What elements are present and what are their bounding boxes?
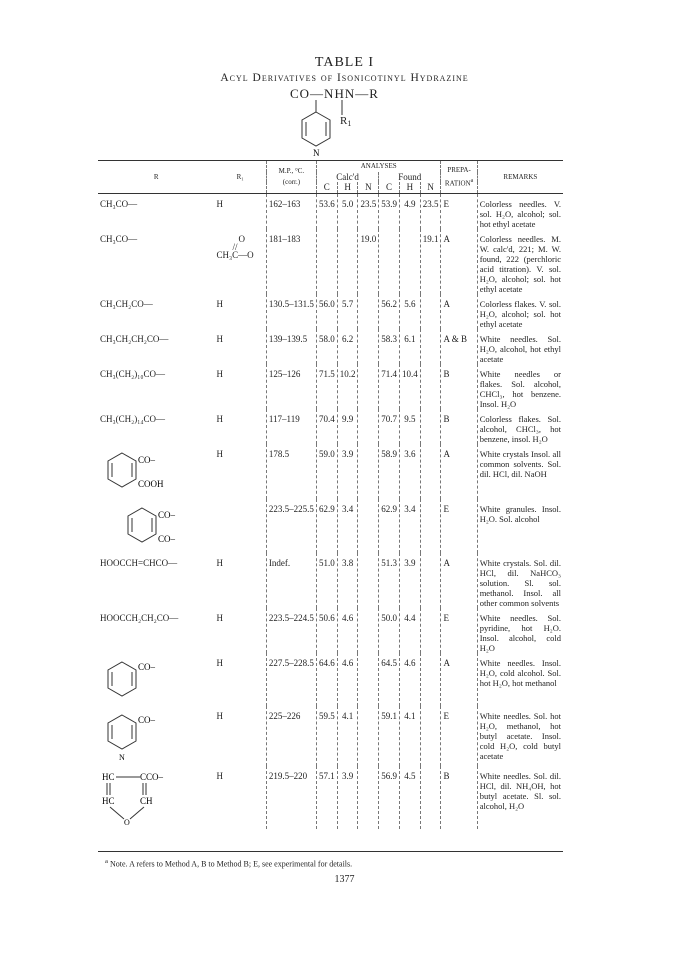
cell-found-n <box>420 444 441 500</box>
svg-text:CO–: CO– <box>158 510 176 520</box>
cell-found-h: 10.4 <box>399 364 420 409</box>
cell-found-c: 59.1 <box>379 706 400 766</box>
svg-text:O: O <box>124 817 130 827</box>
cell-r-structure <box>98 444 215 500</box>
cell-calc-c: 53.6 <box>316 193 337 229</box>
cell-calc-h: 3.8 <box>337 553 358 608</box>
cell-r1: H <box>216 413 223 424</box>
cell-found-n <box>420 766 441 830</box>
cell-mp: 178.5 <box>266 444 316 500</box>
cell-r1: H <box>216 657 223 668</box>
table-title: TABLE I <box>314 55 375 70</box>
cell-remarks: White granules. Insol. H₂O. Sol. alcohol <box>477 499 563 553</box>
col-header-found-n: N <box>420 182 441 193</box>
svg-text:HC: HC <box>102 795 115 806</box>
cell-calc-h: 4.1 <box>337 706 358 766</box>
svg-text:CO–: CO– <box>138 715 156 725</box>
cell-found-n <box>420 553 441 608</box>
cell-remarks: White needles. Sol. H₂O, alcohol, hot ethyl acetate <box>477 329 563 364</box>
cell-calc-n <box>358 444 379 500</box>
cell-calc-c: 59.0 <box>316 444 337 500</box>
table-subtitle: Acyl Derivatives of Isonicotinyl Hydrazine <box>220 72 469 84</box>
svg-text:CO–: CO– <box>138 661 156 672</box>
svg-text:CO–: CO– <box>158 534 176 544</box>
cell-remarks: White needles. Sol. dil. HCl, dil. NH₄OH, hot butyl acetate. Sl. sol. alcohol, H₂O <box>477 766 563 830</box>
cell-found-n: 23.5 <box>420 193 441 229</box>
cell-found-h: 3.9 <box>399 553 420 608</box>
cell-found-h: 3.6 <box>399 444 420 500</box>
cell-remarks: Colorless needles. V. sol. H₂O, alcohol; sol. hot ethyl acetate <box>477 193 563 229</box>
col-header-remarks: REMARKS <box>477 161 563 194</box>
cell-remarks: Colorless flakes. V. sol. H₂O, alcohol; sol. hot ethyl acetate <box>477 294 563 329</box>
table-bottom-rule <box>98 851 563 852</box>
cell-calc-n <box>358 653 379 707</box>
cell-mp: 227.5–228.5 <box>266 653 316 707</box>
cell-remarks: White needles. Insol. H₂O, cold alcohol. Sol. hot H₂O, hot methanol <box>477 653 563 707</box>
col-header-mp: M.P., °C. (corr.) <box>266 161 316 194</box>
col-header-calcd: Calc'd <box>316 172 378 183</box>
cell-mp: 219.5–220 <box>266 766 316 830</box>
cell-found-h: 4.5 <box>399 766 420 830</box>
cell-remarks: White crystals. Sol. dil. HCl, dil. NaHCO₃ solution. Sl. sol. methanol. Insol. all other common solvents <box>477 553 563 608</box>
cell-calc-c: 71.5 <box>316 364 337 409</box>
cell-calc-n <box>358 409 379 444</box>
cell-remarks: White needles or flakes. Sol. alcohol, CHCl₃, hot benzene. Insol. H₂O <box>477 364 563 409</box>
cell-r1: H <box>216 448 223 459</box>
cell-r: CH₃CO— <box>100 198 138 209</box>
table-row <box>98 766 563 830</box>
cell-mp: 223.5–225.5 <box>266 499 316 553</box>
cell-calc-n <box>358 329 379 364</box>
svg-text:N: N <box>119 753 125 762</box>
cell-mp: 223.5–224.5 <box>266 608 316 653</box>
pyridine-ring-structure <box>270 98 370 160</box>
cell-calc-h: 10.2 <box>337 364 358 409</box>
cell-found-h: 4.1 <box>399 706 420 766</box>
cell-preparation: B <box>441 364 477 409</box>
cell-r: CH₃CH₂CO— <box>100 298 153 309</box>
cell-mp: 181–183 <box>266 229 316 294</box>
table-row <box>98 409 563 444</box>
cell-found-h: 4.9 <box>399 193 420 229</box>
cell-found-c: 58.9 <box>379 444 400 500</box>
table-row <box>98 229 563 294</box>
cell-found-c: 71.4 <box>379 364 400 409</box>
cell-preparation: E <box>441 499 477 553</box>
cell-r: CH₃CO— <box>100 233 138 244</box>
cell-preparation: E <box>441 193 477 229</box>
cell-calc-n: 23.5 <box>358 193 379 229</box>
cell-found-h: 9.5 <box>399 409 420 444</box>
svg-text:CO–: CO– <box>138 454 156 465</box>
cell-preparation: E <box>441 706 477 766</box>
cell-r1: H <box>216 333 223 344</box>
cell-found-c: 64.5 <box>379 653 400 707</box>
table-row <box>98 294 563 329</box>
cell-r1: O // CH₃C—O <box>216 233 254 260</box>
cell-found-h: 4.6 <box>399 653 420 707</box>
cell-calc-h: 4.6 <box>337 608 358 653</box>
cell-calc-c: 56.0 <box>316 294 337 329</box>
cell-found-c <box>379 229 400 294</box>
cell-calc-n <box>358 706 379 766</box>
cell-preparation: A <box>441 229 477 294</box>
cell-mp: Indef. <box>266 553 316 608</box>
cell-found-n <box>420 608 441 653</box>
col-header-found-c: C <box>379 182 400 193</box>
cell-calc-h: 5.7 <box>337 294 358 329</box>
cell-r1: H <box>216 198 223 209</box>
cell-calc-c: 70.4 <box>316 409 337 444</box>
cell-found-h: 5.6 <box>399 294 420 329</box>
cell-r1: H <box>216 368 223 379</box>
cell-calc-c <box>316 229 337 294</box>
cell-calc-c: 58.0 <box>316 329 337 364</box>
cell-r1: H <box>216 770 223 781</box>
cell-found-c: 53.9 <box>379 193 400 229</box>
cell-calc-n: 19.0 <box>358 229 379 294</box>
cell-mp: 162–163 <box>266 193 316 229</box>
cell-found-n <box>420 329 441 364</box>
cell-mp: 130.5–131.5 <box>266 294 316 329</box>
cell-found-h: 3.4 <box>399 499 420 553</box>
cell-calc-n <box>358 608 379 653</box>
cell-found-c: 56.2 <box>379 294 400 329</box>
cell-found-n <box>420 294 441 329</box>
cell-found-n: 19.1 <box>420 229 441 294</box>
cell-found-c: 70.7 <box>379 409 400 444</box>
cell-r1: H <box>216 711 223 721</box>
cell-r1: H <box>216 298 223 309</box>
footnote: $^a$ Note. A refers to Method A, B to Method B; E, see experimental for details. <box>105 858 353 869</box>
cell-r: CH₃CH₂CH₂CO— <box>100 333 169 344</box>
col-header-calc-h: H <box>337 182 358 193</box>
cell-mp: 125–126 <box>266 364 316 409</box>
formula-r1: R1 <box>340 115 352 128</box>
cell-r: CH₃(CH₂)₁₄CO— <box>100 413 166 424</box>
cell-remarks: Colorless flakes. Sol. alcohol, CHCl₃, hot benzene, insol. H₂O <box>477 409 563 444</box>
cell-remarks: Colorless needles. M. W. calc'd, 221; M. W. found, 222 (perchloric acid titration). V. sol. H₂O, alcohol; sol. hot ethyl acetate <box>477 229 563 294</box>
cell-calc-n <box>358 766 379 830</box>
col-header-preparation: PREPA-RATION$^a$ <box>441 161 477 194</box>
cell-preparation: B <box>441 409 477 444</box>
cell-mp: 139–139.5 <box>266 329 316 364</box>
cell-found-c: 56.9 <box>379 766 400 830</box>
cell-remarks: White needles. Sol. pyridine, hot H₂O. Insol. alcohol, cold H₂O <box>477 608 563 653</box>
cell-preparation: A & B <box>441 329 477 364</box>
col-header-found: Found <box>379 172 441 183</box>
col-header-calc-n: N <box>358 182 379 193</box>
cell-calc-n <box>358 364 379 409</box>
table-row <box>98 608 563 653</box>
cell-calc-c: 51.0 <box>316 553 337 608</box>
cell-preparation: A <box>441 444 477 500</box>
cell-preparation: B <box>441 766 477 830</box>
cell-r-structure <box>98 706 215 766</box>
cell-found-h: 4.4 <box>399 608 420 653</box>
cell-calc-c: 50.6 <box>316 608 337 653</box>
cell-preparation: A <box>441 294 477 329</box>
cell-r: HOOCCH=CHCO— <box>100 557 178 568</box>
cell-calc-h: 3.4 <box>337 499 358 553</box>
cell-found-c: 50.0 <box>379 608 400 653</box>
col-header-calc-c: C <box>316 182 337 193</box>
cell-calc-c: 59.5 <box>316 706 337 766</box>
page-number: 1377 <box>334 874 355 885</box>
table-row <box>98 329 563 364</box>
table-row <box>98 364 563 409</box>
col-header-found-h: H <box>399 182 420 193</box>
cell-r1: H <box>216 557 223 568</box>
svg-text:CCO–: CCO– <box>140 771 164 782</box>
cell-calc-h: 5.0 <box>337 193 358 229</box>
cell-found-n <box>420 364 441 409</box>
cell-mp: 225–226 <box>266 706 316 766</box>
cell-calc-c: 62.9 <box>316 499 337 553</box>
cell-r: HOOCCH₂CH₂CO— <box>100 612 179 623</box>
cell-calc-c: 57.1 <box>316 766 337 830</box>
cell-calc-h: 4.6 <box>337 653 358 707</box>
svg-text:HC: HC <box>102 771 115 782</box>
ring-nitrogen: N <box>313 148 320 158</box>
svg-text:CH: CH <box>140 795 153 806</box>
cell-calc-n <box>358 294 379 329</box>
cell-preparation: A <box>441 553 477 608</box>
cell-calc-h <box>337 229 358 294</box>
table-row <box>98 193 563 229</box>
cell-r-structure <box>98 499 215 553</box>
cell-calc-n <box>358 499 379 553</box>
cell-preparation: A <box>441 653 477 707</box>
table-row <box>98 553 563 608</box>
cell-r-structure <box>98 653 215 707</box>
data-table <box>98 160 563 829</box>
cell-found-c: 51.3 <box>379 553 400 608</box>
table-row <box>98 706 563 766</box>
cell-calc-h: 3.9 <box>337 444 358 500</box>
cell-remarks: White crystals Insol. all common solvents. Sol. dil. HCl, dil. NaOH <box>477 444 563 500</box>
cell-r: CH₃(CH₂)₁₀CO— <box>100 368 166 379</box>
cell-r-structure <box>98 766 215 830</box>
formula-chain: CO—NHN—R <box>290 86 379 101</box>
cell-found-c: 62.9 <box>379 499 400 553</box>
svg-text:COOH: COOH <box>138 478 164 489</box>
table-row <box>98 444 563 500</box>
cell-r1: H <box>216 612 223 623</box>
cell-found-h: 6.1 <box>399 329 420 364</box>
cell-calc-c: 64.6 <box>316 653 337 707</box>
cell-mp: 117–119 <box>266 409 316 444</box>
cell-found-n <box>420 653 441 707</box>
cell-found-c: 58.3 <box>379 329 400 364</box>
cell-r1 <box>215 499 267 553</box>
col-header-analyses: ANALYSES <box>316 161 441 172</box>
cell-found-n <box>420 409 441 444</box>
table-row <box>98 653 563 707</box>
cell-preparation: E <box>441 608 477 653</box>
cell-found-n <box>420 499 441 553</box>
cell-calc-h: 3.9 <box>337 766 358 830</box>
cell-remarks: White needles. Sol. hot H₂O, methanol, hot butyl acetate. Insol. cold H₂O, cold butyl acetate <box>477 706 563 766</box>
table-row <box>98 499 563 553</box>
cell-calc-n <box>358 553 379 608</box>
cell-calc-h: 6.2 <box>337 329 358 364</box>
col-header-r: R <box>153 172 159 181</box>
cell-calc-h: 9.9 <box>337 409 358 444</box>
col-header-r1: R₁ <box>236 172 244 181</box>
cell-found-n <box>420 706 441 766</box>
cell-found-h <box>399 229 420 294</box>
